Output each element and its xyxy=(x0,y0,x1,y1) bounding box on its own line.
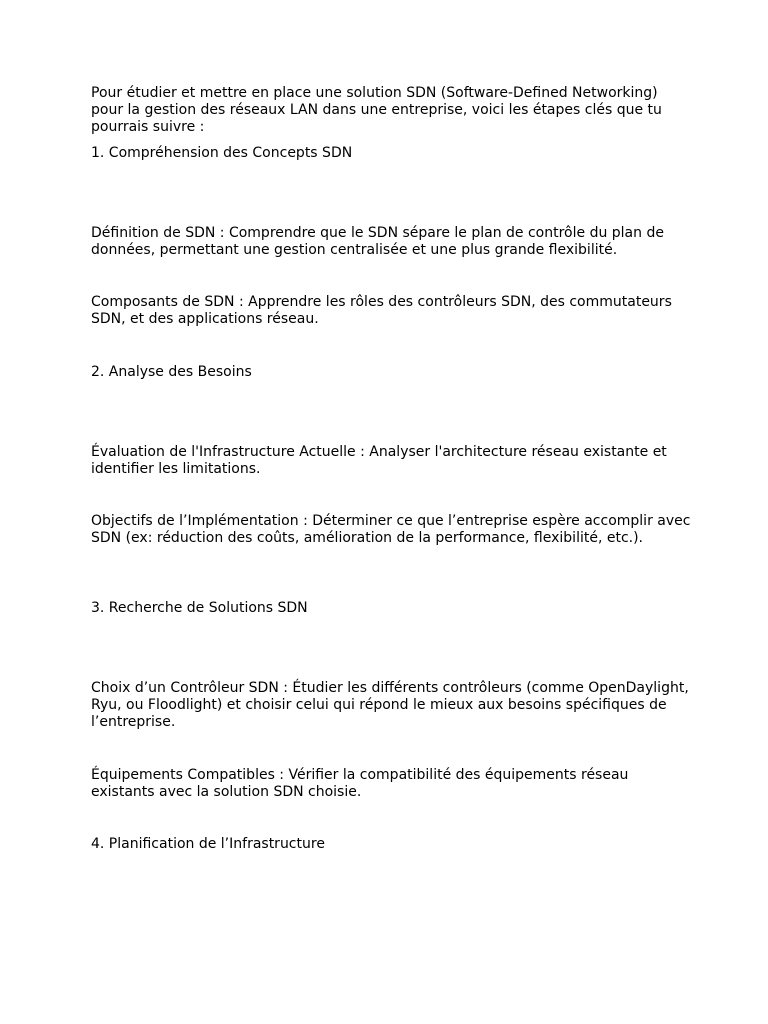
paragraph-definition-sdn: Définition de SDN : Comprendre que le SDN sépare le plan de contrôle du plan de données, permettant une gestion centralisée et une plus grande flexibilité. xyxy=(91,225,664,258)
intro-paragraph: Pour étudier et mettre en place une solution SDN (Software-Defined Networking) pour la gestion des réseaux LAN dans une entreprise, voici les étapes clés que tu pourrais suivre : xyxy=(91,85,662,135)
section-heading-3: 3. Recherche de Solutions SDN xyxy=(91,600,308,616)
paragraph-objectifs-implementation: Objectifs de l’Implémentation : Déterminer ce que l’entreprise espère accomplir avec SDN (ex: réduction des coûts, amélioration de la performance, flexibilité, etc.). xyxy=(91,513,691,546)
paragraph-choix-controleur: Choix d’un Contrôleur SDN : Étudier les différents contrôleurs (comme OpenDaylight, Ryu, ou Floodlight) et choisir celui qui répond le mieux aux besoins spécifiques de l’entreprise. xyxy=(91,680,689,730)
paragraph-equipements-compatibles: Équipements Compatibles : Vérifier la compatibilité des équipements réseau existants avec la solution SDN choisie. xyxy=(91,767,629,800)
paragraph-evaluation-infrastructure: Évaluation de l'Infrastructure Actuelle : Analyser l'architecture réseau existante et identifier les limitations. xyxy=(91,444,667,477)
paragraph-composants-sdn: Composants de SDN : Apprendre les rôles des contrôleurs SDN, des commutateurs SDN, et des applications réseau. xyxy=(91,294,672,327)
section-heading-2: 2. Analyse des Besoins xyxy=(91,364,252,380)
section-heading-4: 4. Planification de l’Infrastructure xyxy=(91,836,325,852)
section-heading-1: 1. Compréhension des Concepts SDN xyxy=(91,145,353,161)
